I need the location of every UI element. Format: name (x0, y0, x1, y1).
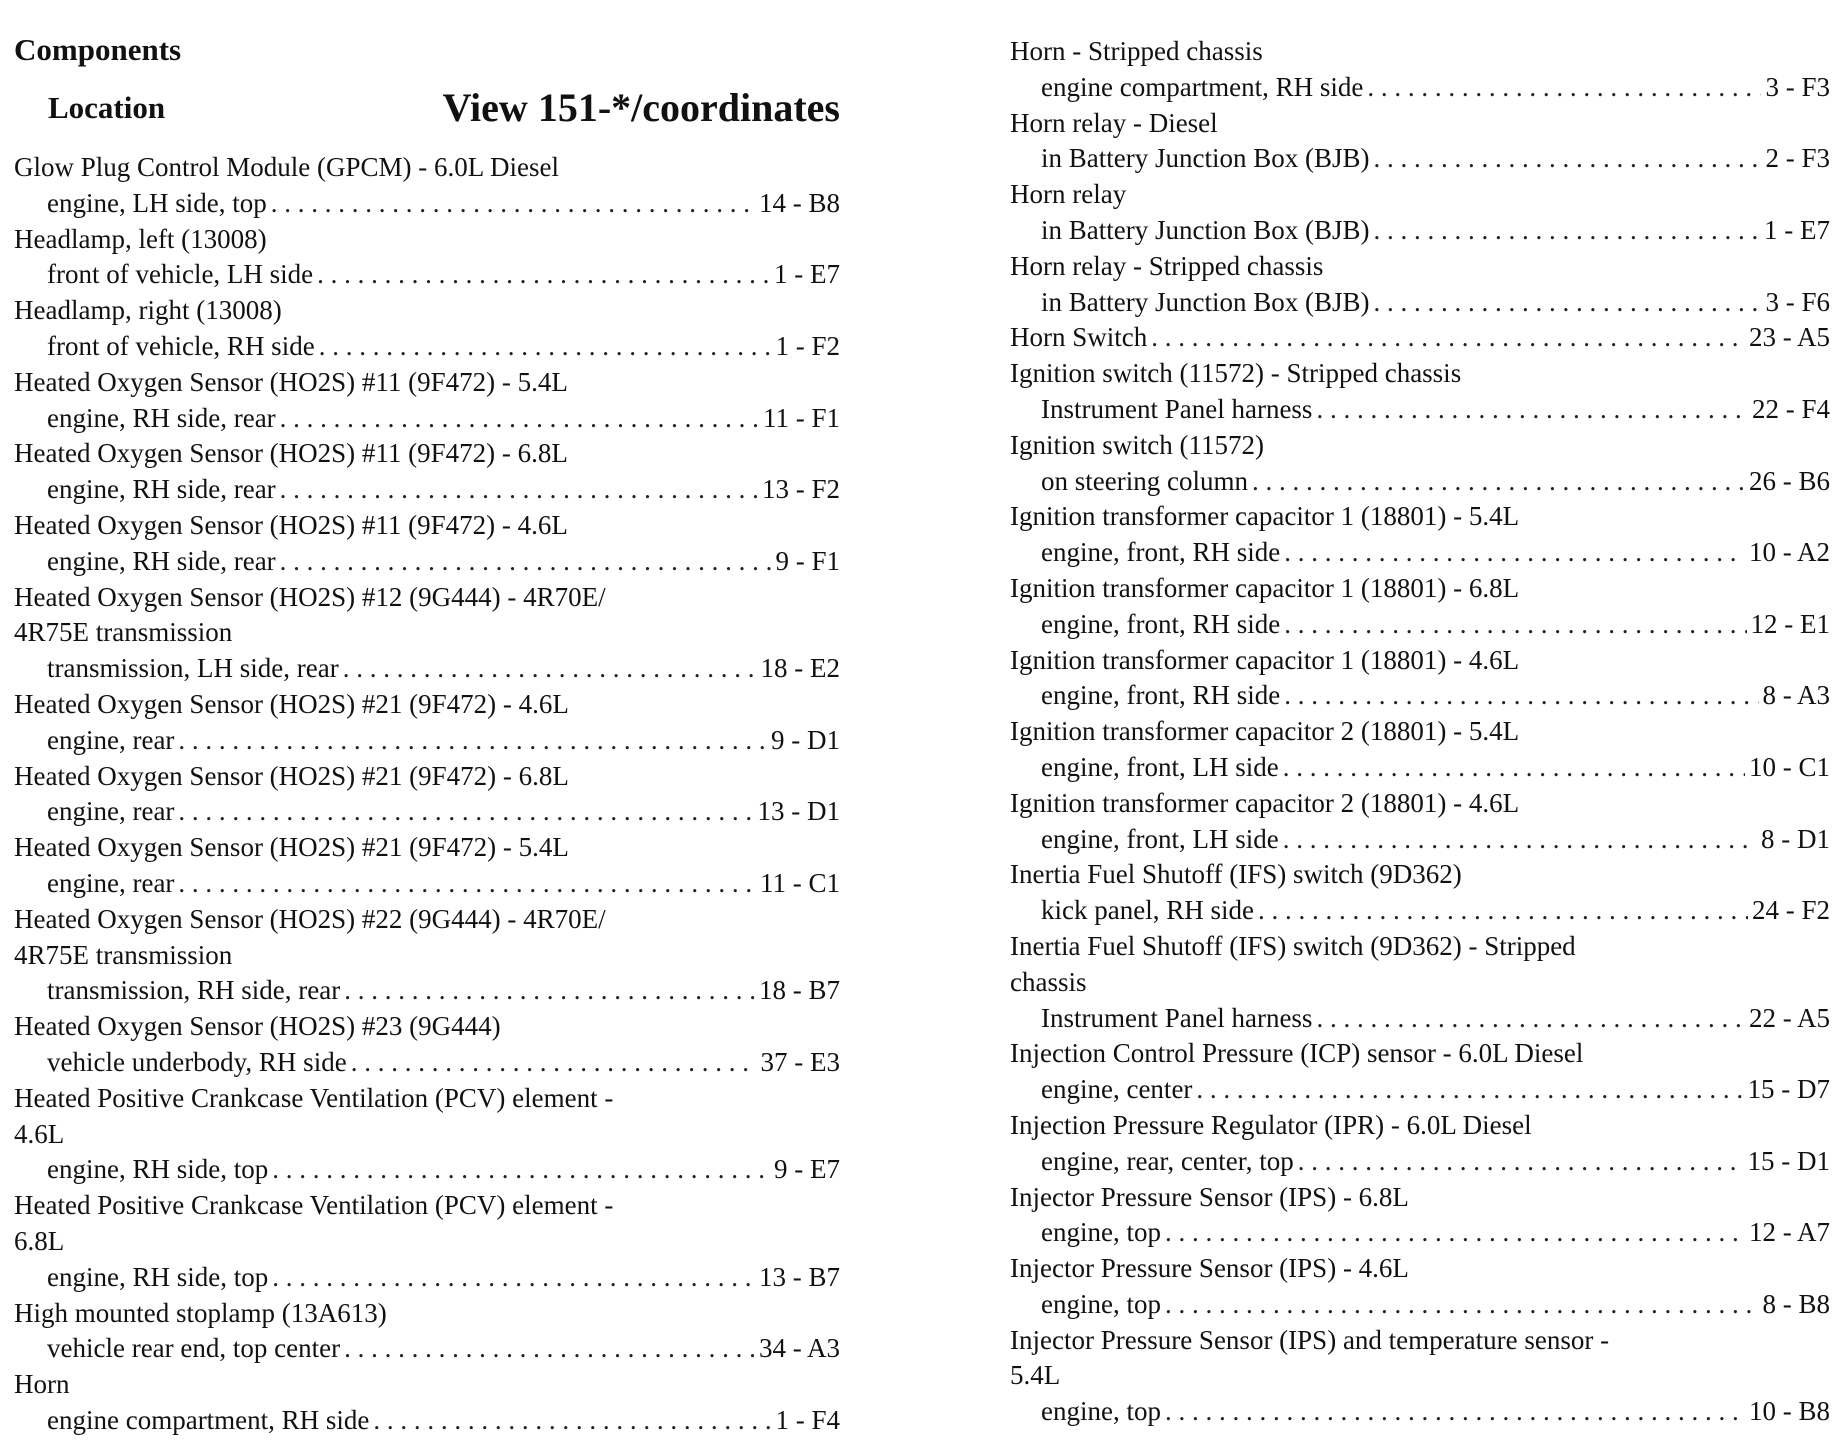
location-text: engine, top (1041, 1288, 1161, 1319)
location-row (14, 723, 840, 759)
dot-leader (344, 973, 755, 1009)
component-entry (14, 1188, 840, 1295)
dot-leader (1373, 213, 1760, 249)
view-coordinate: 22 - F4 (1751, 393, 1830, 424)
location-header: Location (48, 90, 166, 125)
view-coordinate: 22 - A5 (1749, 1002, 1830, 1033)
location-text: engine, rear (47, 867, 175, 898)
location-row (14, 472, 840, 508)
dot-leader (1283, 750, 1745, 786)
view-coordinate: 23 - A5 (1749, 322, 1830, 353)
component-name: Heated Oxygen Sensor (HO2S) #21 (9F472) - 6.8L (14, 760, 569, 791)
location-text: in Battery Junction Box (BJB) (1041, 143, 1370, 174)
heading-block (14, 0, 840, 150)
component-entry (14, 222, 840, 294)
component-name: Ignition transformer capacitor 2 (18801) - 4.6L (1010, 787, 1520, 818)
location-row (1010, 464, 1830, 500)
location-text: on steering column (1041, 465, 1248, 496)
location-text: Horn Switch (1010, 322, 1148, 353)
dot-leader (1316, 1001, 1745, 1037)
component-name: Horn relay - Diesel (1010, 107, 1218, 138)
location-text: kick panel, RH side (1041, 895, 1254, 926)
location-text: engine, rear, center, top (1041, 1145, 1294, 1176)
view-coordinate: 12 - A7 (1749, 1217, 1830, 1248)
component-name: Headlamp, left (13008) (14, 223, 267, 254)
dot-leader (317, 257, 770, 293)
component-entry (14, 508, 840, 580)
location-text: vehicle rear end, top center (47, 1333, 341, 1364)
left-entry-list (14, 150, 840, 1439)
location-text: in Battery Junction Box (BJB) (1041, 214, 1370, 245)
view-coordinate: 1 - E7 (774, 259, 840, 290)
location-text: engine, center (1041, 1074, 1193, 1105)
left-column (14, 0, 840, 1439)
component-entry (1010, 356, 1830, 428)
location-row (1010, 1072, 1830, 1108)
component-entry (1010, 428, 1830, 500)
component-name: 6.8L (14, 1225, 65, 1256)
component-name: Heated Positive Crankcase Ventilation (PCV) element - (14, 1082, 614, 1113)
dot-leader (1151, 320, 1745, 356)
component-entry (1010, 643, 1830, 715)
dot-leader (280, 472, 758, 508)
view-coordinate: 9 - D1 (771, 724, 840, 755)
component-name: Horn - Stripped chassis (1010, 36, 1263, 66)
location-text: engine, RH side, rear (47, 545, 276, 576)
component-name: 4.6L (14, 1118, 65, 1149)
component-entry (14, 1009, 840, 1081)
component-entry (1010, 571, 1830, 643)
component-name: Injection Pressure Regulator (IPR) - 6.0L Diesel (1010, 1109, 1532, 1140)
component-entry (14, 1367, 840, 1439)
dot-leader (1298, 1144, 1744, 1180)
location-row (14, 1045, 840, 1081)
dot-leader (1284, 678, 1758, 714)
dot-leader (1165, 1394, 1745, 1430)
view-coordinate: 11 - C1 (760, 867, 840, 898)
location-row (1010, 285, 1830, 321)
location-row (1010, 750, 1830, 786)
location-text: engine, RH side, rear (47, 474, 276, 505)
view-coordinate: 10 - B8 (1749, 1396, 1830, 1427)
component-entry (14, 1296, 840, 1368)
component-entry (1010, 34, 1830, 106)
view-coordinate: 13 - D1 (757, 796, 840, 827)
component-name: chassis (1010, 966, 1087, 997)
location-text: front of vehicle, RH side (47, 330, 315, 361)
component-name: Inertia Fuel Shutoff (IFS) switch (9D362) (1010, 859, 1462, 890)
location-row (14, 1152, 840, 1188)
component-name: Heated Oxygen Sensor (HO2S) #12 (9G444) - 4R70E/ (14, 581, 606, 612)
dot-leader (1196, 1072, 1743, 1108)
component-name: Heated Oxygen Sensor (HO2S) #22 (9G444) - 4R70E/ (14, 903, 606, 934)
component-name: Horn relay (1010, 179, 1127, 210)
component-name: High mounted stoplamp (13A613) (14, 1297, 387, 1328)
location-row (14, 866, 840, 902)
view-coordinate: 18 - E2 (760, 653, 840, 684)
location-row (14, 544, 840, 580)
component-entry (14, 687, 840, 759)
view-coordinate: 14 - B8 (759, 187, 840, 218)
view-coordinate: 18 - B7 (759, 975, 840, 1006)
dot-leader (344, 1331, 755, 1367)
component-entry (14, 436, 840, 508)
location-text: engine, front, LH side (1041, 823, 1279, 854)
dot-leader (1284, 535, 1745, 571)
location-text: Instrument Panel harness (1041, 1002, 1313, 1033)
dot-leader (272, 1260, 755, 1296)
section-title: Components (14, 32, 182, 67)
dot-leader (1165, 1287, 1759, 1323)
view-coordinate: 1 - F4 (775, 1404, 840, 1435)
component-entry (1010, 786, 1830, 858)
location-text: engine, front, LH side (1041, 751, 1279, 782)
view-coordinate: 26 - B6 (1749, 465, 1830, 496)
view-coordinate: 2 - F3 (1765, 143, 1830, 174)
component-entry (14, 293, 840, 365)
dot-leader (343, 651, 757, 687)
location-text: engine compartment, RH side (1041, 71, 1364, 102)
component-entry (14, 759, 840, 831)
dot-leader (280, 544, 772, 580)
location-row (1010, 70, 1830, 106)
component-entry (14, 1081, 840, 1188)
location-row (1010, 1394, 1830, 1430)
location-row (14, 257, 840, 293)
view-coordinate: 1 - F2 (775, 330, 840, 361)
location-row (14, 186, 840, 222)
component-name: Horn (14, 1369, 70, 1400)
component-entry (14, 580, 840, 687)
view-coordinate: 3 - F3 (1765, 71, 1830, 102)
component-entry (1010, 929, 1830, 1036)
view-coordinate: 13 - F2 (761, 474, 840, 505)
component-entry (1010, 249, 1830, 321)
component-entry (1010, 499, 1830, 571)
component-name: Heated Oxygen Sensor (HO2S) #11 (9F472) - 5.4L (14, 366, 568, 397)
location-text: engine, rear (47, 796, 175, 827)
component-name: 5.4L (1010, 1360, 1061, 1391)
location-text: engine, front, RH side (1041, 608, 1281, 639)
location-text: engine, RH side, top (47, 1154, 269, 1185)
component-name: Ignition transformer capacitor 1 (18801) - 5.4L (1010, 501, 1520, 532)
right-column (1010, 0, 1830, 1430)
component-entry (1010, 106, 1830, 178)
location-row (14, 794, 840, 830)
component-name: Horn relay - Stripped chassis (1010, 250, 1324, 281)
view-coordinates-header: View 151-*/coordinates (442, 85, 840, 130)
component-entry (1010, 320, 1830, 356)
component-name: Ignition switch (11572) (1010, 429, 1264, 460)
component-name: 4R75E transmission (14, 939, 233, 970)
component-entry (1010, 1036, 1830, 1108)
dot-leader (1367, 70, 1761, 106)
dot-leader (272, 1152, 770, 1188)
view-coordinate: 15 - D7 (1747, 1074, 1830, 1105)
component-name: Ignition transformer capacitor 2 (18801) - 5.4L (1010, 716, 1520, 747)
component-name: Injector Pressure Sensor (IPS) - 4.6L (1010, 1253, 1409, 1284)
component-entry (1010, 1108, 1830, 1180)
dot-leader (1283, 822, 1757, 858)
location-row (1010, 1001, 1830, 1037)
location-row (1010, 607, 1830, 643)
location-text: vehicle underbody, RH side (47, 1046, 347, 1077)
component-name: Ignition transformer capacitor 1 (18801) - 6.8L (1010, 572, 1520, 603)
dot-leader (373, 1403, 771, 1439)
location-text: engine, RH side, rear (47, 402, 276, 433)
view-coordinate: 10 - A2 (1749, 537, 1830, 568)
view-coordinate: 24 - F2 (1751, 895, 1830, 926)
component-name: Heated Oxygen Sensor (HO2S) #11 (9F472) - 4.6L (14, 509, 568, 540)
view-coordinate: 8 - D1 (1761, 823, 1830, 854)
location-row (14, 401, 840, 437)
location-row (14, 651, 840, 687)
location-text: engine compartment, RH side (47, 1404, 370, 1435)
view-coordinate: 15 - D1 (1747, 1145, 1830, 1176)
location-row (14, 1331, 840, 1367)
component-name: Inertia Fuel Shutoff (IFS) switch (9D362) - Stripped (1010, 930, 1576, 961)
view-coordinate: 11 - F1 (762, 402, 840, 433)
view-coordinate: 9 - F1 (775, 545, 840, 576)
location-row (14, 1403, 840, 1439)
view-coordinate: 9 - E7 (774, 1154, 840, 1185)
view-coordinate: 12 - E1 (1750, 608, 1830, 639)
component-entry (1010, 177, 1830, 249)
location-row (1010, 678, 1830, 714)
location-text: transmission, LH side, rear (47, 653, 339, 684)
location-text: engine, front, RH side (1041, 680, 1281, 711)
component-name: Injector Pressure Sensor (IPS) and temperature sensor - (1010, 1324, 1610, 1355)
dot-leader (1258, 893, 1748, 929)
component-name: Ignition transformer capacitor 1 (18801) - 4.6L (1010, 644, 1520, 675)
component-entry (14, 902, 840, 1009)
location-text: engine, top (1041, 1217, 1161, 1248)
dot-leader (1316, 392, 1748, 428)
location-row (1010, 822, 1830, 858)
component-entry (14, 150, 840, 222)
component-name: Heated Oxygen Sensor (HO2S) #11 (9F472) - 6.8L (14, 438, 568, 469)
location-row (1010, 213, 1830, 249)
location-row (1010, 1215, 1830, 1251)
component-name: Heated Oxygen Sensor (HO2S) #23 (9G444) (14, 1011, 501, 1042)
view-coordinate: 13 - B7 (759, 1261, 840, 1292)
dot-leader (1373, 285, 1761, 321)
component-name: Heated Positive Crankcase Ventilation (PCV) element - (14, 1190, 614, 1221)
view-coordinate: 37 - E3 (760, 1046, 840, 1077)
view-coordinate: 3 - F6 (1765, 286, 1830, 317)
dot-leader (351, 1045, 757, 1081)
location-text: transmission, RH side, rear (47, 975, 341, 1006)
location-row (1010, 141, 1830, 177)
dot-leader (1284, 607, 1746, 643)
location-row (14, 329, 840, 365)
component-name: Injection Control Pressure (ICP) sensor - 6.0L Diesel (1010, 1038, 1584, 1069)
dot-leader (178, 723, 767, 759)
location-text: engine, RH side, top (47, 1261, 269, 1292)
component-name: Heated Oxygen Sensor (HO2S) #21 (9F472) - 5.4L (14, 832, 569, 863)
location-row (1010, 535, 1830, 571)
location-row (1010, 1287, 1830, 1323)
view-coordinate: 34 - A3 (759, 1333, 840, 1364)
component-entry (1010, 1323, 1830, 1430)
location-row (14, 973, 840, 1009)
location-row (1010, 392, 1830, 428)
location-text: engine, rear (47, 724, 175, 755)
component-name: Headlamp, right (13008) (14, 295, 282, 326)
view-coordinate: 10 - C1 (1749, 751, 1830, 782)
view-coordinate: 8 - B8 (1762, 1288, 1830, 1319)
dot-leader (1165, 1215, 1745, 1251)
location-text: Instrument Panel harness (1041, 393, 1313, 424)
component-name: Ignition switch (11572) - Stripped chassis (1010, 358, 1462, 389)
component-entry (14, 830, 840, 902)
location-text: engine, front, RH side (1041, 537, 1281, 568)
dot-leader (1373, 141, 1761, 177)
dot-leader (1252, 464, 1745, 500)
location-text: engine, top (1041, 1396, 1161, 1427)
location-row (14, 1260, 840, 1296)
dot-leader (280, 401, 759, 437)
view-coordinate: 8 - A3 (1762, 680, 1830, 711)
component-entry (14, 365, 840, 437)
location-text: engine, LH side, top (47, 187, 267, 218)
component-name: Heated Oxygen Sensor (HO2S) #21 (9F472) - 4.6L (14, 688, 569, 719)
right-entry-list (1010, 0, 1830, 1430)
location-text: front of vehicle, LH side (47, 259, 314, 290)
component-name: 4R75E transmission (14, 617, 233, 648)
dot-leader (319, 329, 772, 365)
dot-leader (178, 794, 753, 830)
location-row (1010, 893, 1830, 929)
location-row (1010, 1144, 1830, 1180)
location-text: in Battery Junction Box (BJB) (1041, 286, 1370, 317)
dot-leader (271, 186, 755, 222)
component-entry (1010, 1180, 1830, 1252)
dot-leader (178, 866, 756, 902)
component-name: Injector Pressure Sensor (IPS) - 6.8L (1010, 1181, 1409, 1212)
location-row (1010, 320, 1830, 356)
component-entry (1010, 714, 1830, 786)
component-entry (1010, 1251, 1830, 1323)
view-coordinate: 1 - E7 (1764, 214, 1830, 245)
component-entry (1010, 857, 1830, 929)
component-name: Glow Plug Control Module (GPCM) - 6.0L Diesel (14, 152, 559, 182)
